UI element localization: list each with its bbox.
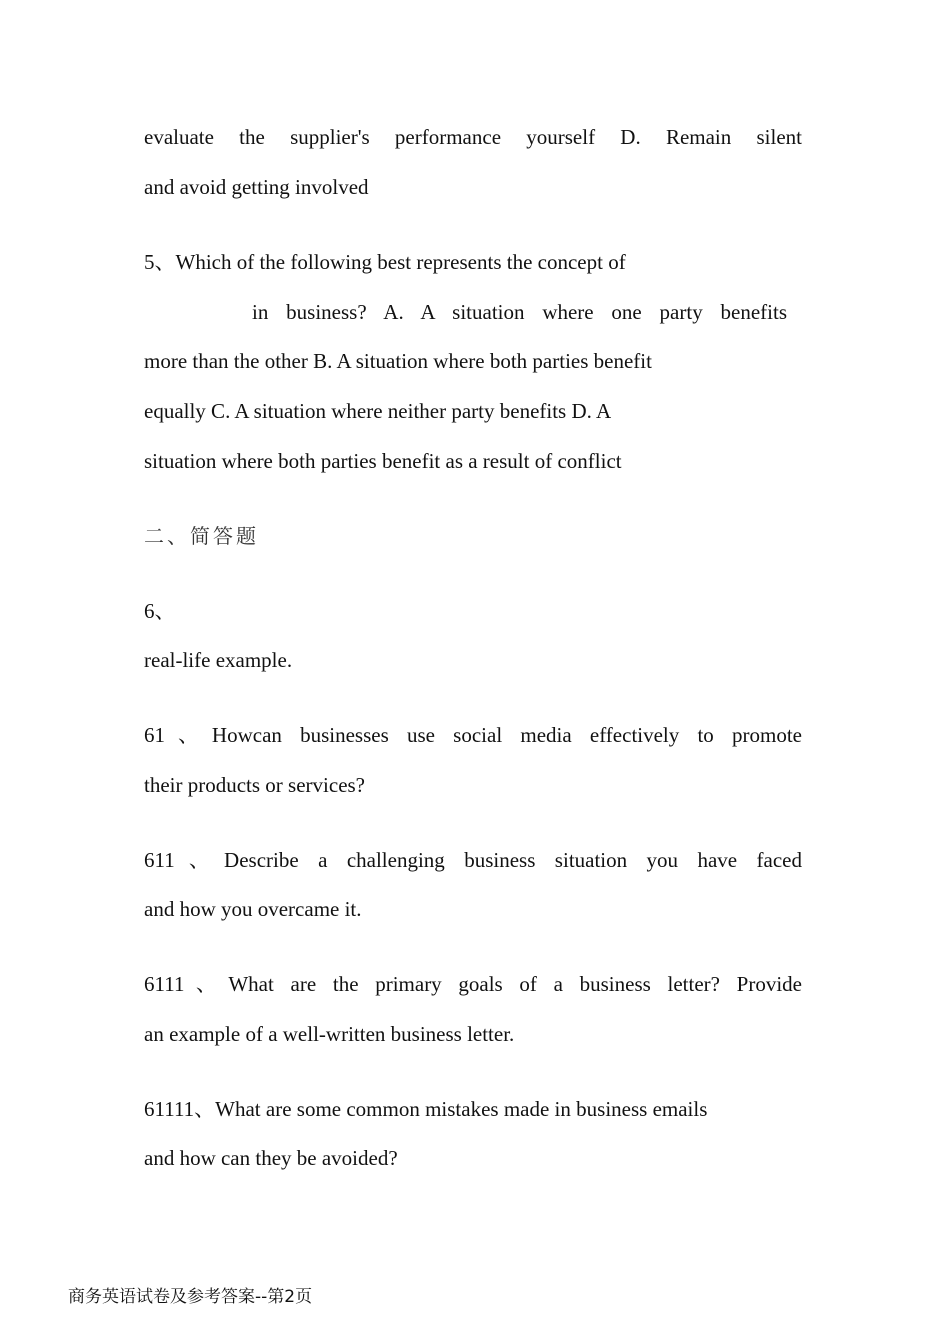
question-611-line-2: and how you overcame it.	[144, 897, 362, 921]
page-footer: 商务英语试卷及参考答案--第2页	[68, 1287, 313, 1307]
section-heading: 二、简答题	[144, 524, 259, 548]
question-6-line-1: 6、	[144, 599, 176, 623]
question-6111-line-1: 6111、What are the primary goals of a business letter? Provide	[144, 972, 802, 996]
question-5-line-1: 5、Which of the following best represents the concept of	[144, 250, 626, 274]
question-6111-line-2: an example of a well-written business letter.	[144, 1022, 515, 1046]
question-5-line-2: in business? A. A situation where one party benefits	[252, 300, 787, 324]
question-6-line-2: real-life example.	[144, 648, 293, 672]
question-5-line-5: situation where both parties benefit as a result of conflict	[144, 449, 622, 473]
q4-options-line-2: and avoid getting involved	[144, 175, 369, 199]
question-5-line-4: equally C. A situation where neither party benefits D. A	[144, 399, 612, 423]
q4-options-line-1: evaluate the supplier's performance yourself D. Remain silent	[144, 125, 802, 149]
question-5-line-3: more than the other B. A situation where both parties benefit	[144, 349, 652, 373]
question-61-line-2: their products or services?	[144, 773, 366, 797]
question-61111-line-1: 61111、What are some common mistakes made in business emails	[144, 1097, 708, 1121]
question-61-line-1: 61、Howcan businesses use social media effectively to promote	[144, 723, 802, 747]
question-611-line-1: 611、Describe a challenging business situation you have faced	[144, 848, 802, 872]
question-61111-line-2: and how can they be avoided?	[144, 1146, 398, 1170]
